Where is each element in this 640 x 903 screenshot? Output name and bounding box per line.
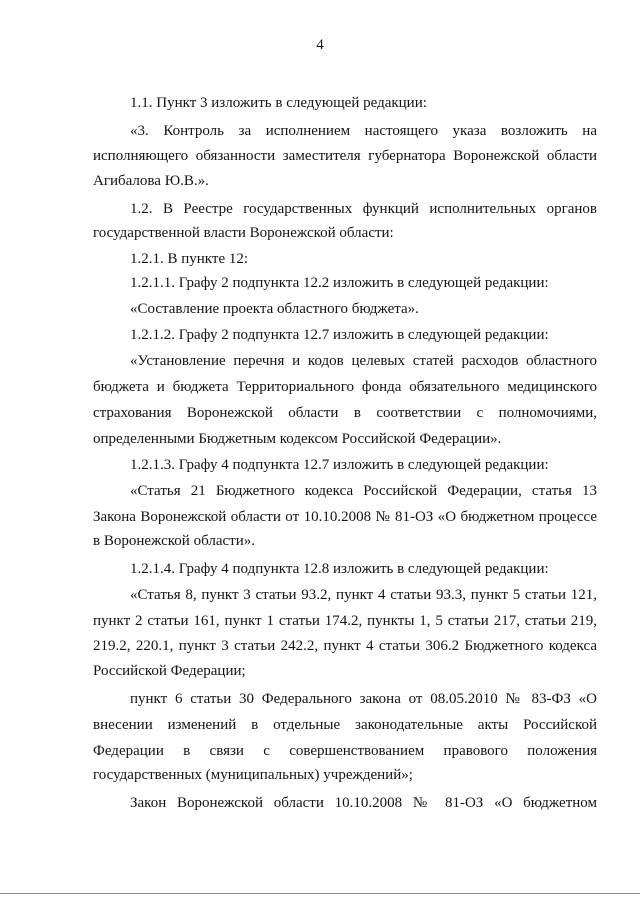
text-line: государственной власти Воронежской области:	[93, 225, 394, 241]
text-line: 1.2.1.2. Графу 2 подпункта 12.7 изложить в следующей редакции:	[130, 327, 549, 343]
text-line: Закона Воронежской области от 10.10.2008 № 81-ОЗ «О бюджетном процессе	[93, 509, 597, 525]
text-line: в Воронежской области».	[93, 533, 255, 549]
text-line: «3. Контроль за исполнением настоящего указа возложить на	[130, 123, 597, 139]
text-line: 1.1. Пункт 3 изложить в следующей редакции:	[130, 95, 427, 111]
text-line: 1.2. В Реестре государственных функций исполнительных органов	[130, 201, 597, 217]
text-line: 1.2.1.4. Графу 4 подпункта 12.8 изложить в следующей редакции:	[130, 561, 549, 577]
text-line: «Статья 8, пункт 3 статьи 93.2, пункт 4 статьи 93.3, пункт 5 статьи 121,	[130, 587, 597, 603]
text-line: Закон Воронежской области 10.10.2008 № 81-ОЗ «О бюджетном	[130, 795, 597, 811]
text-line: «Составление проекта областного бюджета».	[130, 301, 419, 317]
text-line: 1.2.1.3. Графу 4 подпункта 12.7 изложить в следующей редакции:	[130, 457, 549, 473]
text-line: пункт 6 статьи 30 Федерального закона от 08.05.2010 № 83-ФЗ «О	[130, 691, 597, 707]
text-line: «Статья 21 Бюджетного кодекса Российской Федерации, статья 13	[130, 483, 597, 499]
text-line: Агибалова Ю.В.».	[93, 173, 209, 189]
text-line: бюджета и бюджета Территориального фонда обязательного медицинского	[93, 379, 597, 395]
text-line: страхования Воронежской области в соответствии с полномочиями,	[93, 405, 597, 421]
page-number: 4	[316, 37, 324, 53]
text-line: Федерации в связи с совершенствованием правового положения	[93, 743, 597, 759]
text-line: внесении изменений в отдельные законодательные акты Российской	[93, 717, 597, 733]
text-line: определенными Бюджетным кодексом Российской Федерации».	[93, 431, 502, 447]
text-line: «Установление перечня и кодов целевых статей расходов областного	[130, 353, 597, 369]
text-line: пункт 2 статьи 161, пункт 1 статьи 174.2, пункты 1, 5 статьи 217, статьи 219,	[93, 613, 597, 629]
text-line: 1.2.1. В пункте 12:	[130, 251, 249, 267]
text-line: Российской Федерации;	[93, 663, 246, 679]
text-line: 219.2, 220.1, пункт 3 статьи 242.2, пункт 4 статьи 306.2 Бюджетного кодекса	[93, 638, 597, 654]
text-line: государственных (муниципальных) учреждений»;	[93, 767, 413, 783]
text-line: 1.2.1.1. Графу 2 подпункта 12.2 изложить в следующей редакции:	[130, 275, 549, 291]
text-line: исполняющего обязанности заместителя губернатора Воронежской области	[93, 148, 597, 164]
scan-edge-divider	[0, 893, 640, 894]
